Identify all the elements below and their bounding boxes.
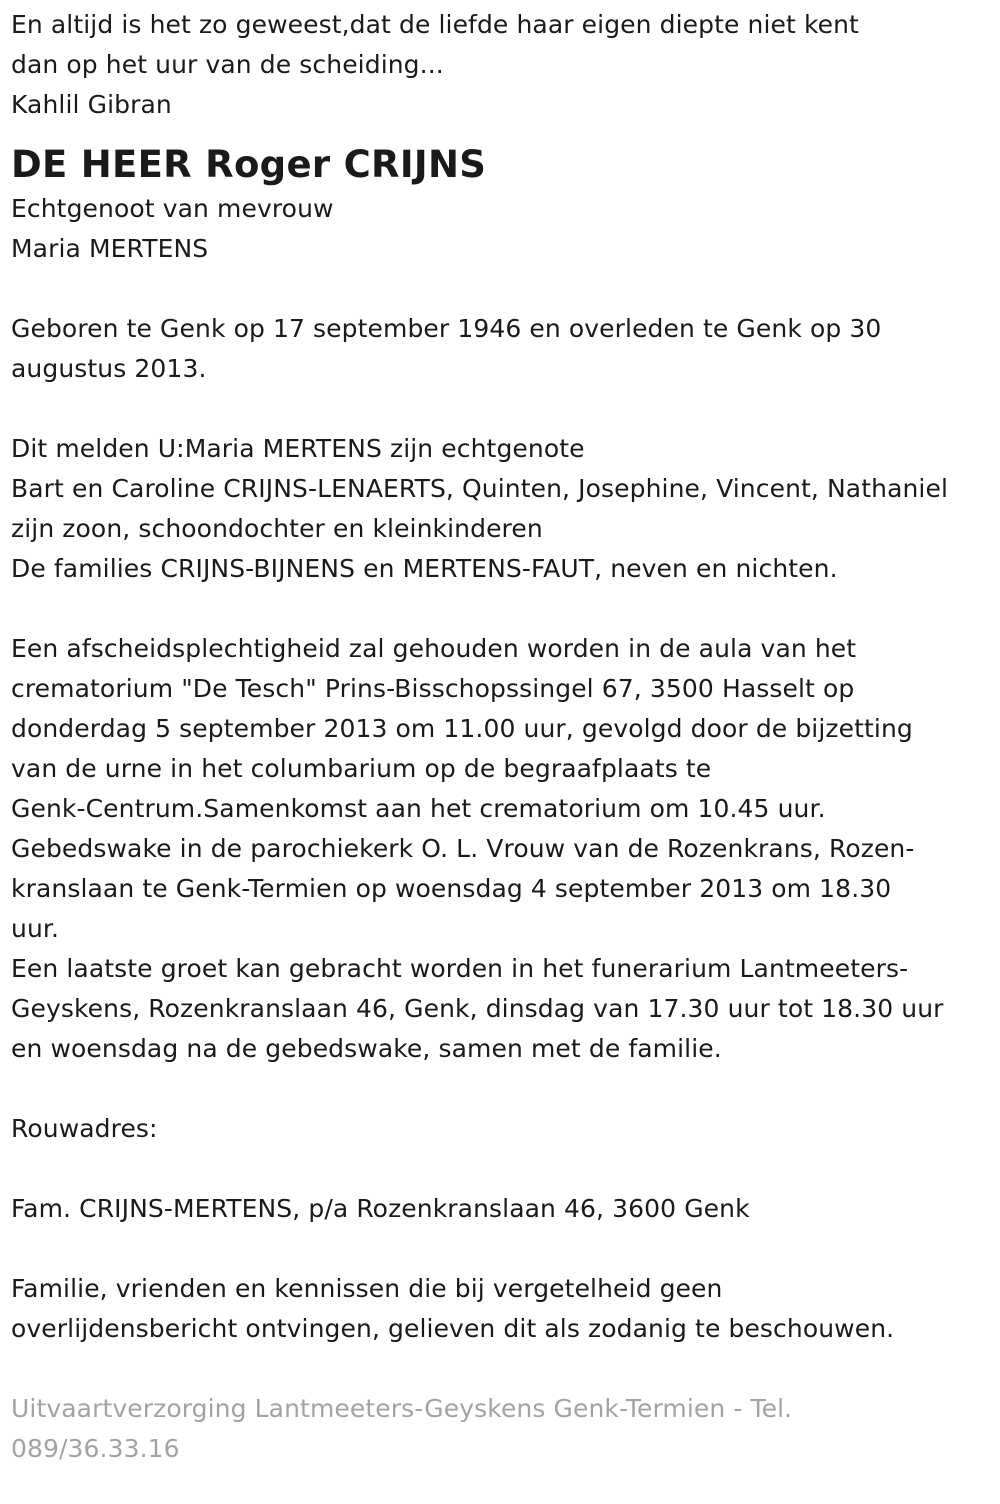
spouse-section xyxy=(11,189,996,269)
spacer xyxy=(11,1069,996,1109)
spacer xyxy=(11,1229,996,1269)
notice-line: overlijdensbericht ontvingen, gelieven dit als zodanig te beschouwen. xyxy=(11,1314,895,1343)
spacer xyxy=(11,589,996,629)
quote-section xyxy=(11,5,996,125)
spacer xyxy=(11,389,996,429)
ceremony-line: donderdag 5 september 2013 om 11.00 uur, gevolgd door de bijzetting xyxy=(11,714,913,743)
birth-death-section xyxy=(11,309,996,389)
ceremony-line: crematorium "De Tesch" Prins-Bisschopssingel 67, 3500 Hasselt op xyxy=(11,674,855,703)
ceremony-section xyxy=(11,629,996,1069)
ceremony-line: Geyskens, Rozenkranslaan 46, Genk, dinsdag van 17.30 uur tot 18.30 uur xyxy=(11,994,944,1023)
notice-section xyxy=(11,1269,996,1349)
spouse-name: Maria MERTENS xyxy=(11,234,209,263)
funeral-director-footer xyxy=(11,1389,996,1469)
family-line: Dit melden U:Maria MERTENS zijn echtgenote xyxy=(11,434,585,463)
family-line: De families CRIJNS-BIJNENS en MERTENS-FAUT, neven en nichten. xyxy=(11,554,838,583)
address-label: Rouwadres: xyxy=(11,1114,158,1143)
address-value: Fam. CRIJNS-MERTENS, p/a Rozenkranslaan 46, 3600 Genk xyxy=(11,1194,750,1223)
family-section xyxy=(11,429,996,589)
birth-death-line: Geboren te Genk op 17 september 1946 en overleden te Genk op 30 xyxy=(11,314,882,343)
ceremony-line: Gebedswake in de parochiekerk O. L. Vrouw van de Rozenkrans, Rozen- xyxy=(11,834,915,863)
spacer xyxy=(11,269,996,309)
quote-author: Kahlil Gibran xyxy=(11,90,172,119)
birth-death-line: augustus 2013. xyxy=(11,354,207,383)
ceremony-line: Een laatste groet kan gebracht worden in het funerarium Lantmeeters- xyxy=(11,954,909,983)
footer-line: Uitvaartverzorging Lantmeeters-Geyskens Genk-Termien - Tel. xyxy=(11,1394,793,1423)
family-line: Bart en Caroline CRIJNS-LENAERTS, Quinten, Josephine, Vincent, Nathaniel xyxy=(11,474,949,503)
spacer xyxy=(11,1149,996,1189)
ceremony-line: kranslaan te Genk-Termien op woensdag 4 september 2013 om 18.30 xyxy=(11,874,892,903)
footer-phone: 089/36.33.16 xyxy=(11,1434,180,1463)
ceremony-line: en woensdag na de gebedswake, samen met de familie. xyxy=(11,1034,722,1063)
obituary-document xyxy=(11,5,996,1469)
quote-line: dan op het uur van de scheiding... xyxy=(11,50,444,79)
family-line: zijn zoon, schoondochter en kleinkinderen xyxy=(11,514,543,543)
ceremony-line: uur. xyxy=(11,914,60,943)
notice-line: Familie, vrienden en kennissen die bij vergetelheid geen xyxy=(11,1274,723,1303)
deceased-name-title: DE HEER Roger CRIJNS xyxy=(11,143,487,186)
ceremony-line: Genk-Centrum.Samenkomst aan het crematorium om 10.45 uur. xyxy=(11,794,826,823)
ceremony-line: Een afscheidsplechtigheid zal gehouden worden in de aula van het xyxy=(11,634,857,663)
quote-line: En altijd is het zo geweest,dat de liefde haar eigen diepte niet kent xyxy=(11,10,859,39)
spacer xyxy=(11,1349,996,1389)
spouse-line: Echtgenoot van mevrouw xyxy=(11,194,334,223)
ceremony-line: van de urne in het columbarium op de begraafplaats te xyxy=(11,754,712,783)
